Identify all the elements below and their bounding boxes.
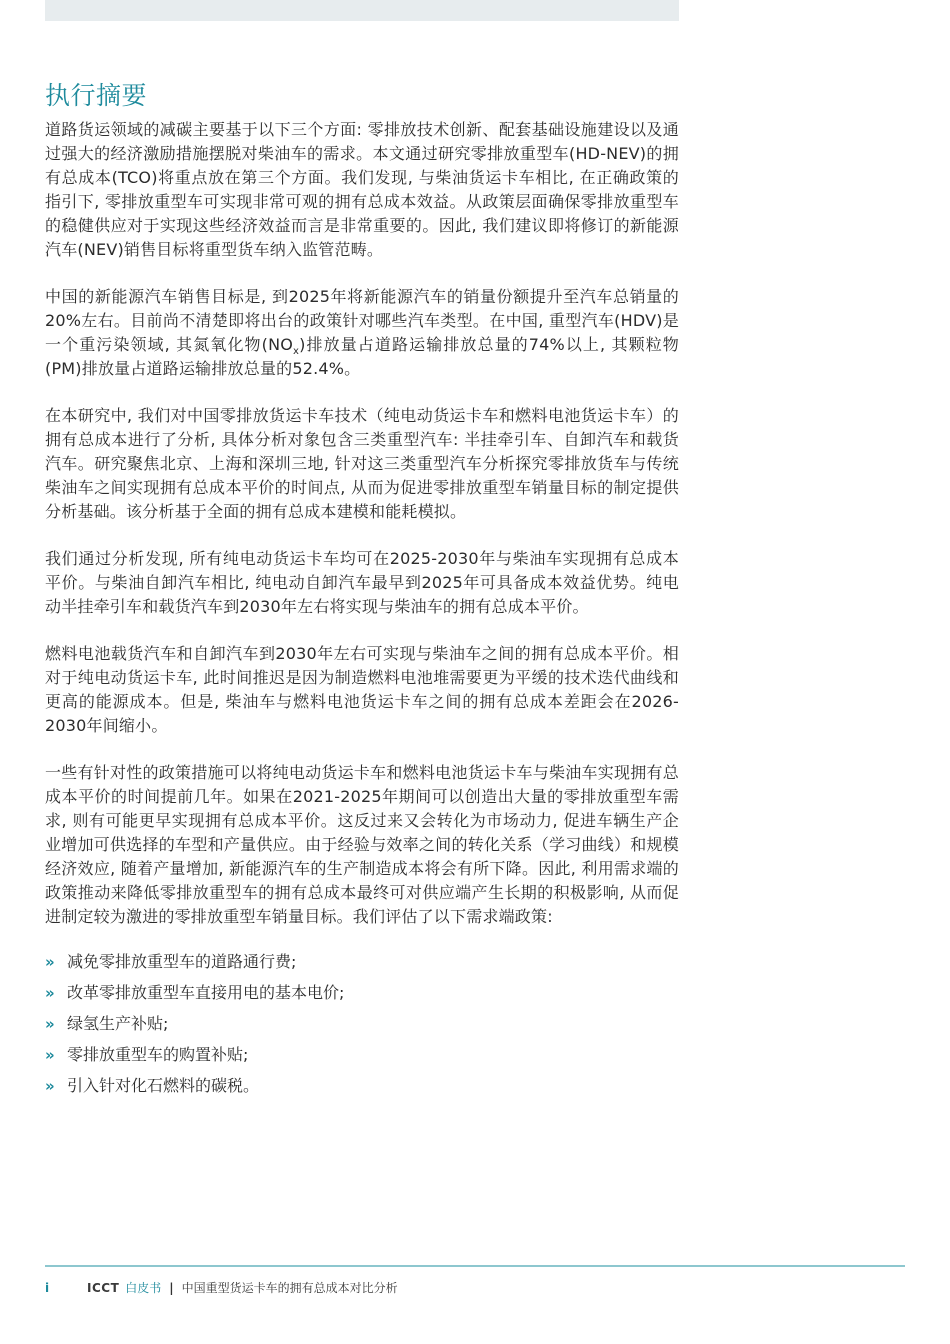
- list-item: [45, 1076, 679, 1096]
- paragraph-5: 燃料电池载货汽车和自卸汽车到2030年左右可实现与柴油车之间的拥有总成本平价。相对于纯电动货运卡车, 此时间推迟是因为制造燃料电池堆需要更为平缓的技术迭代曲线和更高的能源成本。但是, 柴油车与燃料电池货运卡车之间的拥有总成本差距会在2026-2030年间缩小。: [45, 644, 679, 735]
- main-content: [45, 80, 679, 1107]
- policy-bullet-list: [45, 952, 679, 1096]
- list-item: [45, 952, 679, 972]
- list-item-text: 绿氢生产补贴;: [67, 1014, 169, 1033]
- document-title: 中国重型货运卡车的拥有总成本对比分析: [181, 1281, 398, 1295]
- bullet-marker-icon: »: [45, 953, 55, 971]
- page-number: i: [45, 1281, 50, 1295]
- list-item-text: 减免零排放重型车的道路通行费;: [67, 952, 297, 971]
- section-title: 执行摘要: [45, 81, 148, 110]
- bullet-marker-icon: »: [45, 1015, 55, 1033]
- document-type: 白皮书: [125, 1281, 162, 1295]
- nox-subscript: x: [293, 346, 300, 358]
- paragraph-6: 一些有针对性的政策措施可以将纯电动货运卡车和燃料电池货运卡车与柴油车实现拥有总成本平价的时间提前几年。如果在2021-2025年期间可以创造出大量的零排放重型车需求, 则有可能更早实现拥有总成本平价。这反过来又会转化为市场动力, 促进车辆生产企业增加可供选择的车型和产量供应。由于经验与效率之间的转化关系（学习曲线）和规模经济效应, 随着产量增加, 新能源汽车的生产制造成本将会有所下降。因此, 利用需求端的政策推动来降低零排放重型车的拥有总成本最终可对供应端产生长期的积极影响, 从而促进制定较为激进的零排放重型车销量目标。我们评估了以下需求端政策:: [45, 763, 679, 926]
- paragraph-2-after: )排放量占道路运输排放总量的74%以上, 其颗粒物(PM)排放量占道路运输排放总量的52.4%。: [45, 335, 679, 378]
- list-item-text: 改革零排放重型车直接用电的基本电价;: [67, 983, 345, 1002]
- paragraph-4: 我们通过分析发现, 所有纯电动货运卡车均可在2025-2030年与柴油车实现拥有总成本平价。与柴油自卸汽车相比, 纯电动自卸汽车最早到2025年可具备成本效益优势。纯电动半挂牵引车和载货汽车到2030年左右将实现与柴油车的拥有总成本平价。: [45, 549, 679, 616]
- list-item: [45, 1014, 679, 1034]
- bullet-marker-icon: »: [45, 984, 55, 1002]
- paragraph-1: 道路货运领域的减碳主要基于以下三个方面: 零排放技术创新、配套基础设施建设以及通过强大的经济激励措施摆脱对柴油车的需求。本文通过研究零排放重型车(HD-NEV)的拥有总成本(TCO)将重点放在第三个方面。我们发现, 与柴油货运卡车相比, 在正确政策的指引下, 零排放重型车可实现非常可观的拥有总成本效益。从政策层面确保零排放重型车的稳健供应对于实现这些经济效益而言是非常重要的。因此, 我们建议即将修订的新能源汽车(NEV)销售目标将重型货车纳入监管范畴。: [45, 120, 679, 259]
- bullet-marker-icon: »: [45, 1046, 55, 1064]
- list-item: [45, 983, 679, 1003]
- paragraph-2-before: 中国的新能源汽车销售目标是, 到2025年将新能源汽车的销量份额提升至汽车总销量的20%左右。目前尚不清楚即将出台的政策针对哪些汽车类型。在中国, 重型汽车(HDV)是一个重污染领域, 其氮氧化物(NO: [45, 287, 679, 354]
- org-name: ICCT: [87, 1281, 120, 1295]
- footer-separator: |: [169, 1281, 174, 1295]
- list-item-text: 零排放重型车的购置补贴;: [67, 1045, 249, 1064]
- list-item: [45, 1045, 679, 1065]
- paragraph-3: 在本研究中, 我们对中国零排放货运卡车技术（纯电动货运卡车和燃料电池货运卡车）的拥有总成本进行了分析, 具体分析对象包含三类重型汽车: 半挂牵引车、自卸汽车和载货汽车。研究聚焦北京、上海和深圳三地, 针对这三类重型汽车分析探究零排放货车与传统柴油车之间实现拥有总成本平价的时间点, 从而为促进零排放重型车销量目标的制定提供分析基础。该分析基于全面的拥有总成本建模和能耗模拟。: [45, 406, 679, 521]
- top-shaded-box: [45, 0, 679, 21]
- page-footer: [45, 1280, 398, 1296]
- bullet-marker-icon: »: [45, 1077, 55, 1095]
- footer-divider: [45, 1265, 905, 1267]
- paragraph-2: [45, 285, 679, 381]
- list-item-text: 引入针对化石燃料的碳税。: [67, 1076, 260, 1095]
